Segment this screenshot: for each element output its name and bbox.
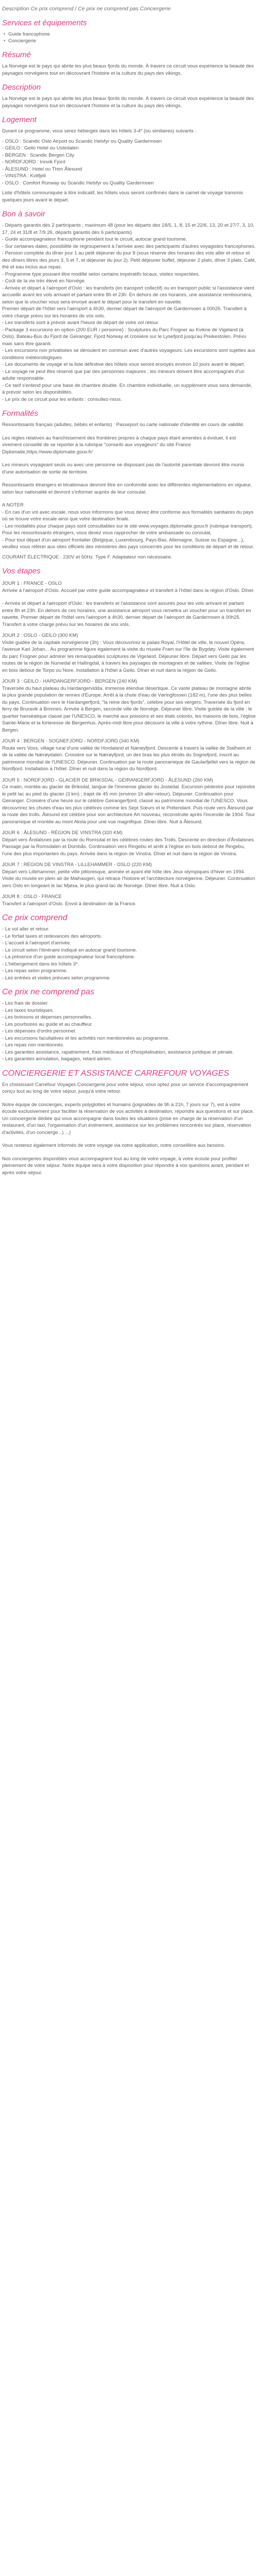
- formalites-title: Formalités: [2, 409, 39, 418]
- list-item: - Les taxes touristiques.: [2, 1007, 54, 1013]
- day-title: JOUR 7 : RÉGION DE VINSTRA - LILLEHAMMER - OSLO (220 KM): [2, 862, 152, 868]
- day-title: JOUR 3 : GEILO - HARDANGERFJORD - BERGEN (240 KM): [2, 679, 137, 684]
- note-list: [2, 509, 256, 551]
- list-item: - Les frais de dossier.: [2, 1001, 49, 1006]
- day-text: Départ vers Lillehammer, petite ville pittoresque, animée et ayant été hôte des Jeux olympiques d'hiver en 1994. Visite du musée en plein air de Maihaugen, qui retrace l'histoire et l'architecture norvégienne. Déjeuner. Continuation vers Oslo en longeant le lac Mjøsa, le plus grand lac de Norvège. Dîner libre. Nuit à Oslo.: [2, 869, 255, 889]
- note-title: A NOTER: [2, 502, 24, 508]
- list-item: - Départs garantis dès 2 participants ; maximum 48 (pour les départs des 18/5, 1, 8, 15 et 22/6, 13, 20 et 27/7, 3, 10, 17, 24 et 31/8 et 7/9 26, départs garantis dès 6 participants): [2, 223, 254, 235]
- formalites-intro: Ressortissants français (adultes, bébés et enfants) : Passeport ou carte nationale d'identité en cours de validité.: [2, 422, 245, 428]
- list-item: - Ce tarif s'entend pour une base de chambre double. En chambre individuelle, un supplément vous sera demandé, à prévoir selon les disponibilités.: [2, 382, 252, 395]
- day-title: JOUR 6 : ÅLESUND - RÉGION DE VINSTRA (320 KM): [2, 830, 123, 836]
- prix-comprend-list: [2, 926, 256, 981]
- list-item: - BERGEN : Scandic Bergen City: [2, 152, 74, 158]
- list-item: - VINSTRA : Kvitfjell: [2, 173, 46, 179]
- list-item: - Le circuit selon l'itinéraire indiqué en autocar grand tourisme.: [2, 947, 137, 953]
- electric-current: COURANT ÉLECTRIQUE : 230V et 50Hz. Type F. Adaptateur non nécessaire.: [2, 554, 172, 560]
- day-title: JOUR 2 : OSLO - GEILO (300 KM): [2, 633, 78, 638]
- bon-a-savoir-title: Bon à savoir: [2, 210, 45, 218]
- list-item: - Coût de la vie très élevé en Norvège.: [2, 278, 86, 284]
- day-extra: - Arrivée et départ à l'aéroport d'Oslo : les transferts et l'assistance sont assurés pour les vols arrivant et partant entre 8h et 23h. En dehors de ces horaires, une assistance aéroport vous remettra un voucher pour un transfert en navette. Premier départ de l'hôtel vers l'aéroport à 4h30, dernier départ de l'aéroport de Gardermoen à 00h25. Transfert à votre charge prévu sur les horaires de vos vols.: [2, 601, 251, 628]
- day-title: JOUR 4 : BERGEN - SOGNEFJORD - NORDFJORD (340 KM): [2, 738, 140, 744]
- prix-comprend-title: Ce prix comprend: [2, 913, 68, 922]
- list-item: • Guide francophone: [8, 31, 256, 38]
- list-item: - Les boissons et dépenses personnelles.: [2, 1014, 92, 1020]
- day-text: Départ vers Åndalsnes par la route du Romsdal et les célèbres routes des Trolls. Descente en direction d'Åndalsnes. Passage par la Romsdalen et Dombås. Continuation vers Ringebu et arrêt à l'église en bois debout de Ringebu, l'une des plus importantes du pays. Arrivée dans la région de Vinstra. Dîner et nuit dans la région de Vinstra.: [2, 837, 255, 857]
- list-item: - GEILO : Geilo Hotel ou Ustedalen: [2, 145, 79, 151]
- list-item: - Programme type pouvant être modifié selon certains impératifs locaux, visites respectées.: [2, 271, 200, 277]
- list-item: - Les repas selon programme.: [2, 968, 68, 974]
- list-item: - L'accueil à l'aéroport d'arrivée.: [2, 940, 71, 946]
- description-text: La Norvège est le pays qui abrite les plus beaux fjords du monde. À travers ce circuit vous expérience la beauté des paysages norvégiens tout en découvrant l'histoire et la culture du pays des vikings.: [2, 96, 254, 109]
- list-item: - Les garanties assistance, rapatriement, frais médicaux et d'hospitalisation, assistance juridique et pénale.: [2, 1049, 234, 1055]
- logement-intro: Durant ce programme, vous serez hébergés dans les hôtels 3-4* (ou similaires) suivants :: [2, 128, 197, 134]
- day-text: Route vers Voss, village rural d'une vallée de Hordaland et Nærøyfjord. Descente à travers la vallée de Stalheim et de la vallée de Nærøydalen. Croisière sur le Nærøyfjord, un des bras les plus étroits du Sognefjord, inscrit au patrimoine mondial de l'UNESCO. Déjeuner. Continuation par la route panoramique de Gaularfjellet vers la région de Nordfjord. Installation à l'hôtel. Dîner et nuit dans la région du Nordfjord.: [2, 745, 255, 772]
- description-title: Description: [2, 83, 41, 92]
- formalites-text-3: Ressortissants étrangers et binationaux devront être en conformité avec les différentes réglementations en vigueur, selon leur nationalité et devront s'informer auprès de leur consulat.: [2, 482, 252, 495]
- list-item: - En cas d'un vol avec escale, nous vous informons que vous devez être conforme aux formalités sanitaires du pays où se trouve votre escale ainsi que votre destination finale.: [2, 509, 254, 522]
- list-item: • Conciergerie: [8, 38, 256, 44]
- conciergerie-text-2: Notre équipe de concierges, experts polyglottes et humains (joignables de 9h à 21h, 7 jours sur 7), est à votre écoute exclusivement pour faciliter la réservation de vos activités à destination, répondre aux questions et sur place. Un conciergerie dédiée qui vous accompagne dans toutes les situations (prise en charge de la réservation d'un restaurant, d'un taxi, l'organisation d'un événement, assistance sur les problèmes rencontrés sur place, réservation d'activités, d'un concierge...) ...): [2, 1101, 254, 1136]
- list-item: - Les excursions facultatives et les activités non mentionnées au programme.: [2, 1035, 170, 1041]
- list-item: - Pour tout départ d'un aéroport frontalier (Belgique, Luxembourg, Pays-Bas, Allemagne, Suisse ou Espagne...), veuillez vous référer aux sites officiels des ministères des pays concernés pour les conditions de départ et de retour.: [2, 537, 254, 550]
- day-title: JOUR 5 : NORDFJORD - GLACIER DE BRIKSDAL - GEIRANGERFJORD - ÅLESUND (260 KM): [2, 777, 213, 783]
- list-item: - Arrivée et départ à l'aéroport d'Oslo : les transferts (en transport collectif) ou en transport public si l'assistance vient accueillir avant les vols arrivant et partant entre 8h et 23h. En dehors de ces horaires, une assistance remboursera, selon que le voucher vous sera envoyé avant le départ pour le transfert en navette.: [2, 285, 254, 305]
- list-item: - OSLO : Comfort Runway ou Scandic Helsfyr ou Quality Gardermoen: [2, 180, 154, 186]
- list-item: - L'hébergement dans les hôtels 3*.: [2, 961, 79, 967]
- list-item: - Guide accompagnateur francophone pendant tout le circuit, autocar grand tourisme.: [2, 236, 187, 242]
- resume-title: Résumé: [2, 50, 31, 59]
- list-item: - Package 3 excursions en option (200 EUR / personne) : Sculptures du Parc Frogner au Kvikne de Vigeland (à Oslo), Bateau-Bus du Fjord de Geiranger, Fjord Norway et croisière sur le Lysefjord jusqu'au Preikestolen. Prévu mais sans être garanti.: [2, 327, 246, 347]
- services-list: [2, 31, 256, 44]
- hotel-list: [2, 138, 256, 187]
- day-title: JOUR 8 : OSLO - FRANCE: [2, 894, 62, 900]
- formalites-text-2: Les mineurs voyageant seuls ou avec une personne ne disposant pas de l'autorité parentale devront être munis d'une autorisation de sortie de territoire.: [2, 462, 245, 475]
- list-item: - La présence d'un guide accompagnateur local francophone.: [2, 954, 135, 960]
- list-item: - Les excursions non privatisées se déroulent en commun avec d'autres voyageurs. Les excursions sont sujettes aux conditions météorologiques.: [2, 348, 255, 361]
- list-item: - Les entrées et visites prévues selon programme.: [2, 975, 111, 981]
- prix-ne-comprend-title: Ce prix ne comprend pas: [2, 988, 94, 996]
- list-item: - ÅLESUND : Hotel ou Thon Ålesund: [2, 166, 83, 172]
- day-text: Transfert à l'aéroport d'Oslo. Envol à destination de la France.: [2, 901, 137, 907]
- list-item: Premier départ de l'hôtel vers l'aéroport à 4h30, dernier départ de l'aéroport de Gardermoen à 00h25. Transfert à votre charge prévu sur les horaires de vos vols.: [2, 306, 247, 319]
- etapes-title: Vos étapes: [2, 567, 41, 575]
- bon-a-savoir-list: [2, 222, 256, 403]
- list-item: - Le vol aller et retour.: [2, 926, 50, 932]
- resume-text: La Norvège est le pays qui abrite les plus beaux fjords du monde. À travers ce circuit vous expérience la beauté des paysages norvégiens tout en découvrant l'histoire et la culture du pays des vikings.: [2, 63, 254, 76]
- day-text: Visite guidée de la capitale norvégienne (3h) : Vous découvrirez le palais Royal, l'Hôtel de ville, le nouvel Opéra, l'avenue Karl Johan... Au programme figure également la visite du musée Fram sur l'île de Bygdøy. Visite également du parc Frogner pour admirer les remarquables sculptures de Vigeland. Déjeuner libre. Départ vers Geilo par les routes de la région de Numedal et Hallingdal, à travers les paysages de montagnes et de vallées. Visite de l'église en bois debout de Torpo ou Nore. Installation à l'hôtel à Geilo. Dîner et nuit dans la région de Geilo.: [2, 639, 254, 673]
- list-item: - Le prix de ce circuit pour les enfants : consultez-nous.: [2, 396, 122, 402]
- list-item: - Les documents de voyage et la liste définitive des hôtels vous seront envoyés environ 10 jours avant le départ.: [2, 362, 246, 367]
- conciergerie-text-1: En choisissant Carrefour Voyages Conciergerie pour votre séjour, vous optez pour un service d'accompagnement conçu tout au long de votre séjour, jusqu'à votre retour.: [2, 1081, 249, 1094]
- conciergerie-text-4: Nos conciergeries disponibles vous accompagnent tout au long de votre voyage, à votre écoute pour profiter pleinement de votre séjour. Notre équipe sera à votre disposition pour répondre à vos questions avant, pendant et après votre séjour.: [2, 1156, 249, 1176]
- list-item: - Pension complète du dîner jour 1 au petit déjeuner du jour 8 (sous réserve des horaires des vols aller et retour et des dîners libres des jours 3, 5 et 7, et déjeuner du jour 2). Petit déjeuner buffet, déjeuner 2 plats, dîner 3 plats. Café, thé et eau inclus aux repas.: [2, 250, 256, 270]
- conciergerie-text-3: Vous resterez également informés de votre voyage via notre application, notre conseillère aux besoins.: [2, 1143, 225, 1148]
- list-item: - Les pourboires au guide et au chauffeur.: [2, 1021, 93, 1027]
- services-title: Services et équipements: [2, 19, 87, 27]
- list-item: - Le voyage ne peut être réservé que par des personnes majeures ; les mineurs doivent être accompagnés d'un adulte responsable.: [2, 368, 245, 381]
- formalites-text-1: Les règles relatives au franchissement des frontières propres à chaque pays étant amenées à évoluer, il est vivement conseillé de se reporter à la rubrique "conseils aux voyageurs" du site France Diplomatie,https://www.diplomatie.gouv.fr/: [2, 435, 236, 455]
- list-item: - Les modalités pour chaque pays sont consultables sur le site www.voyages.diplomatie.gouv.fr (rubrique transport). Pour les ressortissants étrangers, vous devez vous rapprocher de votre ambassade ou consulat.: [2, 523, 253, 536]
- day-text: Traversée du haut plateau du Hardangervidda, immense étendue désertique. Ce vaste plateau de montagne abrite la plus grande population de rennes d'Europe. Arrêt à la chute d'eau de Vøringfossen (182 m), l'une des plus belles du pays. Continuation vers le Hardangerfjord, "la reine des fjords", célèbre pour ses vergers. Traversée du fjord en ferry de Bruravik à Brimnes. Arrivée à Bergen, seconde ville de Norvège. Déjeuner libre. Visite guidée de la ville : le quartier hanséatique classé par l'UNESCO, le marché aux poissons et ses étals colorés, les maisons de bois, l'église Sainte-Marie et la forteresse de Bergenhus. Après-midi libre pour découvrir la ville à votre rythme. Dîner libre. Nuit à Bergen.: [2, 685, 256, 733]
- list-item: - NORDFJORD : Innvik Fjord: [2, 159, 66, 165]
- list-item: - OSLO : Scandic Oslo Airport ou Scandic Helsfyr ou Quality Gardermoen: [2, 138, 162, 144]
- list-item: - Le forfait taxes et redevances des aéroports.: [2, 933, 102, 939]
- list-item: - Les garanties annulation, bagages, retard aérien.: [2, 1056, 112, 1062]
- list-item: - Sur certaines dates, possibilité de regroupement à l'arrivée avec des participants d'autres voyagistes francophones.: [2, 243, 256, 249]
- list-item: - Les dépenses d'ordre personnel.: [2, 1028, 76, 1034]
- logement-note: Liste d'hôtels communiquée à titre indicatif, les hôtels vous seront confirmés dans le carnet de voyage transmis quelques jours avant le départ.: [2, 190, 244, 203]
- day-title: JOUR 1 : FRANCE - OSLO: [2, 581, 62, 586]
- day-text: Arrivée à l'aéroport d'Oslo. Accueil par votre guide accompagnateur et transfert à l'hôtel dans la région d'Oslo. Dîner.: [2, 587, 255, 594]
- logement-title: Logement: [2, 115, 37, 124]
- conciergerie-title: CONCIERGERIE ET ASSISTANCE CARREFOUR VOYAGES: [2, 1069, 230, 1078]
- description-line: Description Ce prix comprend / Ce prix ne comprend pas Conciergerie: [2, 6, 171, 12]
- list-item: - Les repas non mentionnés.: [2, 1042, 64, 1048]
- prix-ne-comprend-list: [2, 1000, 256, 1063]
- day-text: Ce matin, montée au glacier de Briksdal, langue de l'immense glacier du Jostedal. Excursion pédestre pour rejoindre le petit lac au pied du glacier (3 km) ; trajet de 45 min (environ 1h aller-retour). Déjeuner. Continuation pour Geiranger. Croisière d'une heure sur le célèbre Geirangerfjord, classé au patrimoine mondial de l'UNESCO. Vous découvrirez les chutes d'eau les plus célèbres comme les Sept Sœurs et le Prétendant. Puis route vers Ålesund par la route des trolls. Ålesund est célèbre pour son architecture Art nouveau, reconstruite après l'incendie de 1904. Tour panoramique et montée au mont Aksla pour une vue magnifique. Dîner libre. Nuit à Ålesund.: [2, 784, 255, 825]
- list-item: - Les transferts sont à prévoir avant l'heure de départ de votre vol retour.: [2, 320, 159, 326]
